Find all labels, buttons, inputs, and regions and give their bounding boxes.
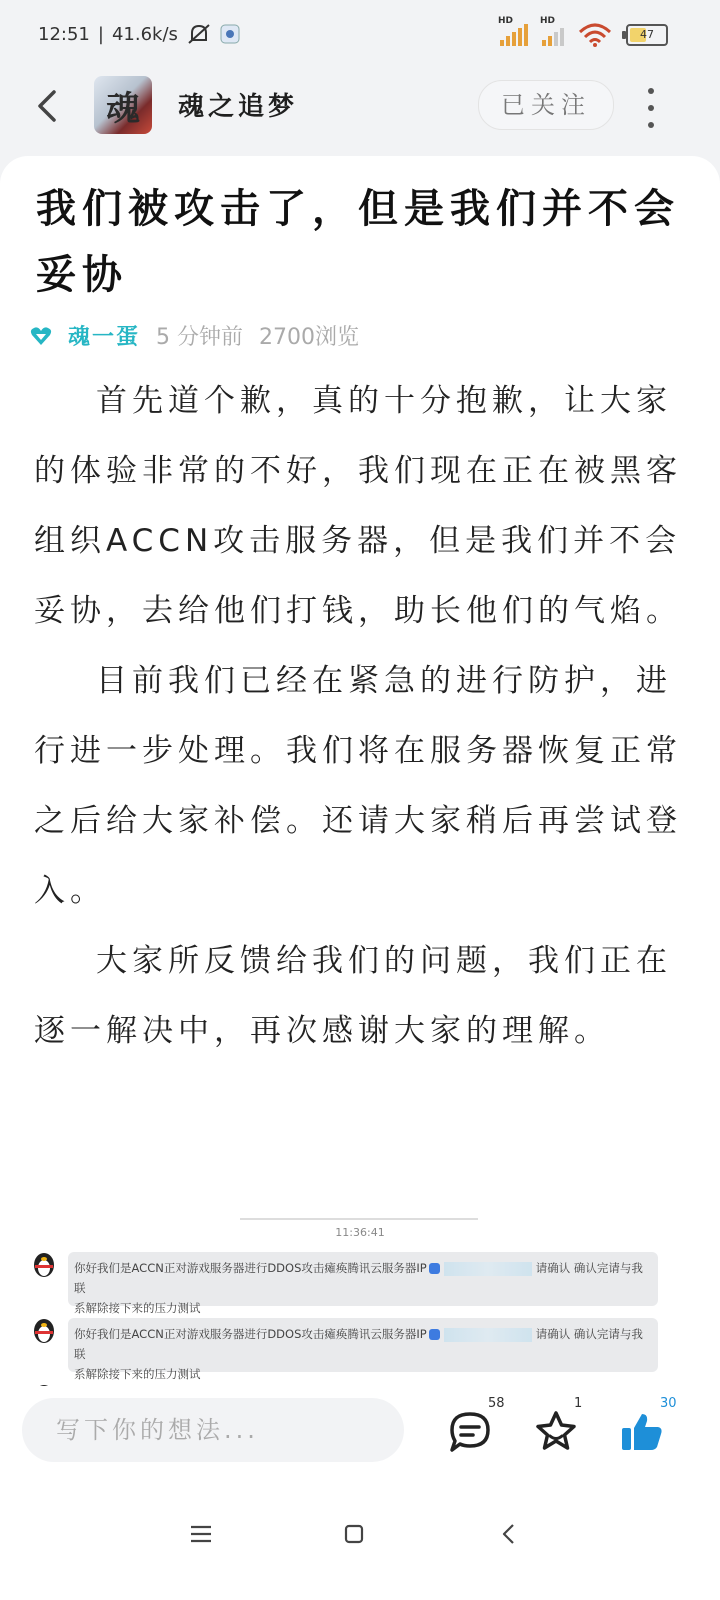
chat-text: 请确认 确认完请与我联	[74, 1261, 643, 1295]
thumbs-up-icon	[618, 1408, 666, 1456]
post-paragraph: 目前我们已经在紧急的进行防护，进行进一步处理。我们将在服务器恢复正常之后给大家补偿。还请大家稍后再尝试登入。	[34, 663, 682, 909]
top-header	[0, 70, 720, 150]
chat-bubble	[68, 1318, 658, 1381]
more-options-icon[interactable]	[644, 88, 658, 128]
signal-strength-2-icon	[540, 16, 564, 46]
chat-timestamp: 11:36:41	[335, 1226, 385, 1239]
like-button[interactable]	[618, 1396, 677, 1456]
heart-badge-icon	[30, 326, 52, 346]
comment-button[interactable]	[446, 1396, 505, 1456]
chat-text: 你好我们是ACCN正对游戏服务器进行DDOS攻击瘫痪腾讯云服务器IP	[74, 1261, 427, 1275]
nav-menu-button[interactable]	[181, 1514, 221, 1554]
channel-avatar[interactable]: 魂	[94, 76, 152, 134]
signal-hd-label: HD	[498, 16, 514, 26]
post-card	[0, 156, 720, 1386]
favorite-button[interactable]	[532, 1396, 583, 1456]
follow-button[interactable]: 已关注	[478, 80, 614, 130]
post-time: 5 分钟前	[156, 325, 244, 350]
redacted-ip	[444, 1328, 532, 1342]
wifi-icon	[578, 22, 612, 48]
chat-text: 系解除接下来的压力测试	[74, 1367, 201, 1381]
verified-shield-icon	[429, 1263, 440, 1274]
qq-penguin-icon	[30, 1248, 58, 1278]
comment-count: 58	[488, 1396, 505, 1411]
chat-text: 系解除接下来的压力测试	[74, 1301, 201, 1315]
redacted-ip	[444, 1262, 532, 1276]
chevron-left-icon	[34, 86, 60, 126]
post-meta	[30, 320, 359, 351]
like-count: 30	[660, 1396, 677, 1411]
battery-icon	[626, 24, 668, 46]
chat-screenshot-image[interactable]	[0, 1204, 720, 1386]
post-title: 我们被攻击了，但是我们并不会妥协	[36, 186, 680, 298]
square-home-icon	[344, 1524, 364, 1544]
verified-shield-icon	[429, 1329, 440, 1340]
status-right	[498, 16, 668, 48]
app-notification-icon	[220, 24, 240, 44]
post-author[interactable]: 魂一蛋	[68, 325, 141, 350]
signal-2-hd-label: HD	[540, 16, 556, 26]
system-nav-bar	[0, 1480, 720, 1600]
battery-level: 47	[640, 28, 654, 41]
menu-icon	[190, 1525, 212, 1543]
signal-strength-icon	[498, 16, 528, 46]
triangle-back-icon	[501, 1523, 515, 1545]
network-speed: 41.6k/s	[111, 23, 178, 45]
status-time: 12:51	[38, 23, 90, 45]
post-body	[34, 366, 684, 1066]
post-views: 2700浏览	[259, 325, 360, 350]
status-left	[38, 22, 240, 46]
nav-home-button[interactable]	[334, 1514, 374, 1554]
star-icon	[532, 1408, 580, 1456]
back-button[interactable]	[34, 86, 60, 133]
qq-penguin-icon	[30, 1314, 58, 1344]
chat-text: 请确认 确认完请与我联	[74, 1327, 643, 1361]
nav-back-button[interactable]	[488, 1514, 528, 1554]
chat-message	[30, 1248, 660, 1315]
post-paragraph: 首先道个歉，真的十分抱歉，让大家的体验非常的不好，我们现在正在被黑客组织ACCN攻击服务器，但是我们并不会妥协，去给他们打钱，助长他们的气焰。	[34, 383, 682, 629]
post-paragraph: 大家所反馈给我们的问题，我们正在逐一解决中，再次感谢大家的理解。	[34, 943, 672, 1049]
status-divider: |	[97, 23, 104, 45]
chat-text: 你好我们是ACCN正对游戏服务器进行DDOS攻击瘫痪腾讯云服务器IP	[74, 1327, 427, 1341]
chat-message	[30, 1314, 660, 1381]
comment-bubble-icon	[446, 1408, 494, 1456]
chat-bubble	[68, 1252, 658, 1315]
favorite-count: 1	[574, 1396, 583, 1411]
mute-icon	[186, 22, 212, 46]
chat-divider	[240, 1218, 478, 1220]
comment-input[interactable]	[22, 1398, 404, 1462]
status-bar	[0, 0, 720, 70]
channel-name[interactable]: 魂之追梦	[178, 92, 299, 122]
bottom-action-bar	[0, 1386, 720, 1480]
